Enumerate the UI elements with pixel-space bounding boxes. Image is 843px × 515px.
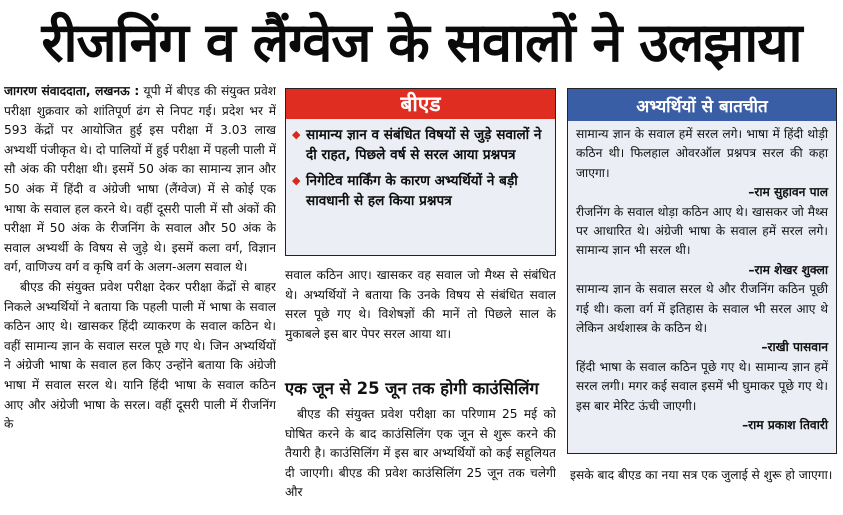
talk-box-body bbox=[568, 121, 836, 436]
talk-box-title: अभ्यर्थियों से बातचीत bbox=[568, 89, 836, 121]
diamond-bullet-icon: ◆ bbox=[292, 174, 301, 187]
bed-highlight-box bbox=[285, 88, 556, 256]
candidate-quote: रीजनिंग के सवाल थोड़ा कठिन आए थे। खासकर जो मैथ्स पर आधारित थे। अंग्रेजी भाषा के सवाल हमें सरल लगे। सामान्य ज्ञान भी सरल थी। bbox=[576, 204, 828, 258]
candidate-quote: हिंदी भाषा के सवाल कठिन पूछे गए थे। सामान्य ज्ञान हमें सरल लगी। मगर कई सवाल इसमें भी घुमाकर पूछे गए थे। इस बार मेरिट ऊंची जाएगी। bbox=[576, 359, 828, 413]
candidate-name: –राम शेखर शुक्ला bbox=[748, 262, 828, 277]
counselling-subheading: एक जून से 25 जून तक होगी काउंसिलिंग bbox=[285, 379, 539, 398]
headline: रीजनिंग व लैंग्वेज के सवालों ने उलझाया bbox=[41, 11, 802, 74]
article-paragraph-1 bbox=[4, 82, 276, 278]
byline: जागरण संवाददाता, लखनऊ : bbox=[4, 84, 140, 98]
middle-column-continuation: सवाल कठिन आए। खासकर वह सवाल जो मैथ्स से संबंधित थे। अभ्यर्थियों ने बताया कि उनके विषय से संबंधित सवाल सरल पूछे गए थे। विशेषज्ञों की मानें तो पिछले साल के मुकाबले इस बार पेपर सरल आया था। bbox=[285, 268, 556, 341]
bed-point bbox=[286, 165, 555, 211]
bed-point-text: सामान्य ज्ञान व संबंधित विषयों से जुड़े सवालों ने दी राहत, पिछले वर्ष से सरल आया प्रश्नपत्र bbox=[306, 127, 542, 163]
candidate-quote: सामान्य ज्ञान के सवाल सरल थे और रीजनिंग कठिन पूछी गई थी। कला वर्ग में इतिहास के सवाल भी सरल आए थे लेकिन अर्थशास्त्र के कठिन थे। bbox=[576, 282, 828, 336]
right-column-footer: इसके बाद बीएड का नया सत्र एक जुलाई से शुरू हो जाएगा। bbox=[570, 468, 833, 482]
counselling-paragraph: बीएड की संयुक्त प्रवेश परीक्षा का परिणाम 25 मई को घोषित करने के बाद काउंसिलिंग एक जून से शुरू करने की तैयारी है। काउंसिलिंग में इस बार अभ्यर्थियों को कई सहूलियत दी जाएगी। बीएड की प्रवेश काउंसिलिंग 25 जून तक चलेगी और bbox=[285, 407, 556, 500]
article-paragraph-2: बीएड की संयुक्त प्रवेश परीक्षा देकर परीक्षा केंद्रों से बाहर निकले अभ्यर्थियों ने बताया कि पहली पाली में भाषा के सवाल कठिन आए थे। खासकर हिंदी व्याकरण के सवाल कठिन थे। वहीं सामान्य ज्ञान के सवाल सरल पूछे गए थे। जिन अभ्यर्थियों ने अंग्रेजी भाषा के सवाल हल किए उन्होंने बताया कि अंग्रेजी भाषा में सवाल सरल थे। यानि हिंदी भाषा के सवाल कठिन आए और अंग्रेजी भाषा के सरल। वहीं दूसरी पाली में रीजनिंग के bbox=[4, 279, 276, 432]
diamond-bullet-icon: ◆ bbox=[292, 128, 301, 141]
bed-box-title: बीएड bbox=[286, 89, 555, 119]
bed-point bbox=[286, 119, 555, 165]
candidate-name: –राम सुहावन पाल bbox=[748, 185, 828, 200]
bed-point-text: निगेटिव मार्किंग के कारण अभ्यर्थियों ने बड़ी सावधानी से हल किया प्रश्नपत्र bbox=[306, 173, 518, 209]
candidate-quote: सामान्य ज्ञान के सवाल हमें सरल लगे। भाषा में हिंदी थोड़ी कठिन थी। फिलहाल ओवरऑल प्रश्नपत्र सरल की कहा जाएगा। bbox=[576, 127, 828, 180]
paragraph-text: यूपी में बीएड की संयुक्त प्रवेश परीक्षा शुक्रवार को शांतिपूर्ण ढंग से निपट गई। प्रदेश भर में 593 केंद्रों पर आयोजित हुई इस परीक्षा में 3.03 लाख अभ्यर्थी पंजीकृत थे। दो पालियों में हुई परीक्षा में पहली पाली में सौ अंक की परीक्षा थी। इसमें 50 अंक का सामान्य ज्ञान और 50 अंक में हिंदी व अंग्रेजी भाषा (लैंग्वेज) में से कोई एक भाषा के सवाल हल करने थे। वहीं दूसरी पाली में सौ अंकों की परीक्षा में 50 अंक के रीजनिंग के सवाल और 50 अंक के सवाल अभ्यर्थी के विषय से जुड़े थे। इसमें कला वर्ग, विज्ञान वर्ग, वाणिज्य वर्ग व कृषि वर्ग के अलग-अलग सवाल थे। bbox=[4, 84, 276, 275]
left-column bbox=[4, 82, 276, 512]
candidate-talk-box bbox=[567, 88, 837, 454]
candidate-name: –राम प्रकाश तिवारी bbox=[742, 418, 828, 433]
middle-column-counselling bbox=[285, 405, 556, 513]
candidate-name: –राखी पासवान bbox=[761, 340, 828, 355]
